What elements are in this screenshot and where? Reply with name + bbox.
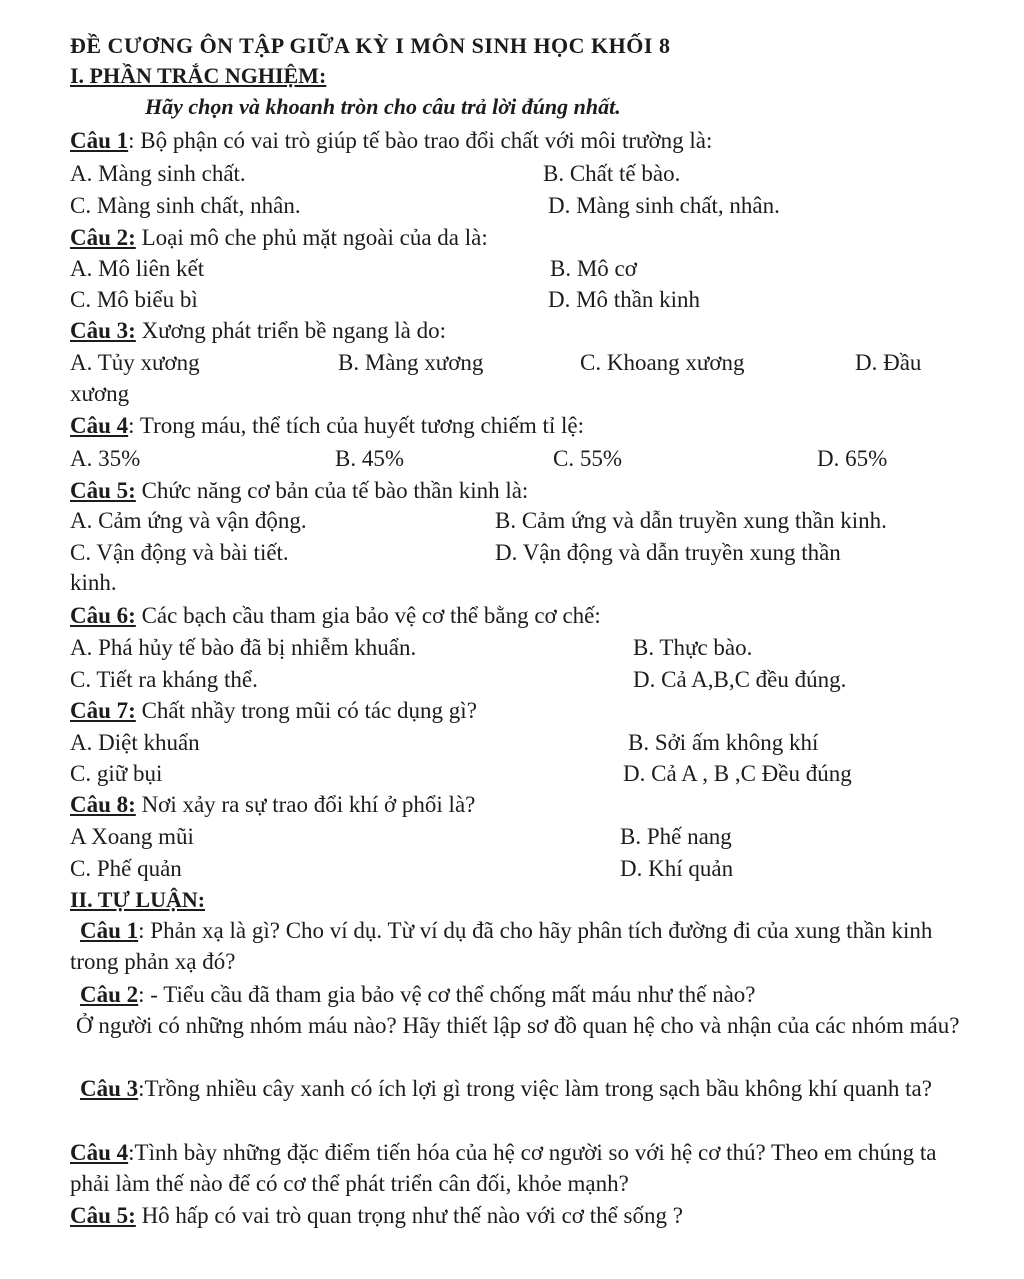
question-label: Câu 7:: [70, 698, 136, 723]
q1-option-c: C. Màng sinh chất, nhân.: [70, 193, 301, 218]
question-text: Trồng nhiều cây xanh có ích lợi gì trong việc làm trong sạch bầu không khí quanh ta?: [144, 1076, 932, 1101]
q5-option-c: C. Vận động và bài tiết.: [70, 540, 289, 565]
section-1-instruction: Hãy chọn và khoanh tròn cho câu trả lời đúng nhất.: [145, 94, 621, 119]
question-label: Câu 4: [70, 1140, 129, 1165]
question-label: Câu 4: [70, 413, 129, 438]
section-1-heading: I. PHẦN TRẮC NGHIỆM:: [70, 63, 327, 88]
question-text: Phản xạ là gì? Cho ví dụ. Từ ví dụ đã cho hãy phân tích đường đi của xung thần kinh trong phản xạ đó?: [70, 918, 933, 974]
q3-option-c: C. Khoang xương: [580, 350, 745, 375]
question-label: Câu 3: [80, 1076, 139, 1101]
mc-question-6: [70, 600, 601, 631]
q3-option-a: A. Tủy xương: [70, 350, 200, 375]
section-2-heading: II. TỰ LUẬN:: [70, 887, 206, 912]
essay-question-4: Câu 4:Tình bày những đặc điểm tiến hóa của hệ cơ người so với hệ cơ thú? Theo em chúng ta phải làm thế nào để có cơ thể phát triển cân đối, khỏe mạnh?: [70, 1140, 937, 1196]
essay-question-3: Câu 3:Trồng nhiều cây xanh có ích lợi gì trong việc làm trong sạch bầu không khí quanh ta?: [80, 1076, 932, 1101]
q3-option-d: D. Đầu: [855, 350, 922, 375]
q4-option-b: B. 45%: [335, 446, 404, 471]
q8-option-d: D. Khí quản: [620, 856, 734, 881]
q1-option-a: A. Màng sinh chất.: [70, 161, 246, 186]
essay-question-2: Câu 2: - Tiểu cầu đã tham gia bảo vệ cơ thể chống mất máu như thế nào?: [80, 982, 756, 1007]
q3-option-b: B. Màng xương: [338, 350, 484, 375]
question-text: Hô hấp có vai trò quan trọng như thế nào với cơ thể sống ?: [141, 1203, 683, 1228]
q2-option-d: D. Mô thần kinh: [548, 287, 701, 312]
question-label: Câu 2: [80, 982, 139, 1007]
mc-question-2: [70, 222, 488, 253]
question-text: - Tiểu cầu đã tham gia bảo vệ cơ thể chống mất máu như thế nào?: [150, 982, 756, 1007]
question-label: Câu 3:: [70, 318, 136, 343]
q7-option-c: C. giữ bụi: [70, 761, 163, 786]
q4-option-c: C. 55%: [553, 446, 622, 471]
q8-option-b: B. Phế nang: [620, 824, 732, 849]
q6-option-d: D. Cả A,B,C đều đúng.: [633, 667, 847, 692]
q5-option-a: A. Cảm ứng và vận động.: [70, 508, 307, 533]
question-text: Chức năng cơ bản của tế bào thần kinh là:: [141, 478, 529, 503]
question-label: Câu 5:: [70, 1203, 136, 1228]
q7-option-a: A. Diệt khuẩn: [70, 730, 200, 755]
question-label: Câu 5:: [70, 478, 136, 503]
document-title: ĐỀ CƯƠNG ÔN TẬP GIỮA KỲ I MÔN SINH HỌC KHỐI 8: [70, 33, 671, 58]
q6-option-b: B. Thực bào.: [633, 635, 753, 660]
q7-option-b: B. Sởi ấm không khí: [628, 730, 819, 755]
mc-question-4: Câu 4: Trong máu, thể tích của huyết tương chiếm tỉ lệ:: [70, 413, 584, 438]
mc-question-3: [70, 315, 446, 346]
mc-question-1: Câu 1: Bộ phận có vai trò giúp tế bào trao đổi chất với môi trường là:: [70, 128, 713, 153]
question-label: Câu 8:: [70, 792, 136, 817]
question-label: Câu 1: [80, 918, 139, 943]
q4-option-a: A. 35%: [70, 446, 141, 471]
question-text: Tình bày những đặc điểm tiến hóa của hệ cơ người so với hệ cơ thú? Theo em chúng ta phải làm thế nào để có cơ thể phát triển cân đối, khỏe mạnh?: [70, 1140, 937, 1196]
mc-question-5: [70, 475, 528, 506]
question-text: Các bạch cầu tham gia bảo vệ cơ thể bằng cơ chế:: [141, 603, 601, 628]
q2-option-a: A. Mô liên kết: [70, 256, 205, 281]
mc-question-8: [70, 789, 475, 820]
question-text: Trong máu, thể tích của huyết tương chiếm tỉ lệ:: [139, 413, 584, 438]
question-text: Xương phát triển bề ngang là do:: [141, 318, 446, 343]
q8-option-c: C. Phế quản: [70, 856, 182, 881]
q4-option-d: D. 65%: [817, 446, 888, 471]
question-label: Câu 6:: [70, 603, 136, 628]
question-label: Câu 2:: [70, 225, 136, 250]
question-text: Chất nhầy trong mũi có tác dụng gì?: [141, 698, 477, 723]
question-text: Nơi xảy ra sự trao đổi khí ở phổi là?: [141, 792, 476, 817]
q6-option-a: A. Phá hủy tế bào đã bị nhiễm khuẩn.: [70, 635, 417, 660]
q1-option-b: B. Chất tế bào.: [543, 161, 681, 186]
q2-option-c: C. Mô biểu bì: [70, 287, 198, 312]
essay-question-1: Câu 1: Phản xạ là gì? Cho ví dụ. Từ ví dụ đã cho hãy phân tích đường đi của xung thần kinh trong phản xạ đó?: [70, 918, 933, 974]
q2-option-b: B. Mô cơ: [550, 256, 637, 281]
question-label: Câu 1: [70, 128, 129, 153]
mc-question-7: [70, 695, 477, 726]
question-text: Loại mô che phủ mặt ngoài của da là:: [141, 225, 488, 250]
q8-option-a: A Xoang mũi: [70, 824, 194, 849]
q7-option-d: D. Cả A , B ,C Đều đúng: [623, 761, 852, 786]
q5-option-b: B. Cảm ứng và dẫn truyền xung thần kinh.: [495, 508, 887, 533]
essay-question-5: [70, 1200, 683, 1231]
question-text: Bộ phận có vai trò giúp tế bào trao đổi chất với môi trường là:: [140, 128, 713, 153]
q1-option-d: D. Màng sinh chất, nhân.: [548, 193, 780, 218]
q5-option-d: D. Vận động và dẫn truyền xung thần: [495, 540, 841, 565]
q6-option-c: C. Tiết ra kháng thể.: [70, 667, 258, 692]
q5-option-d-continued: kinh.: [70, 570, 117, 595]
q3-option-d-continued: xương: [70, 381, 130, 406]
essay-question-2-continued: Ở người có những nhóm máu nào? Hãy thiết lập sơ đồ quan hệ cho và nhận của các nhóm máu?: [76, 1013, 960, 1038]
